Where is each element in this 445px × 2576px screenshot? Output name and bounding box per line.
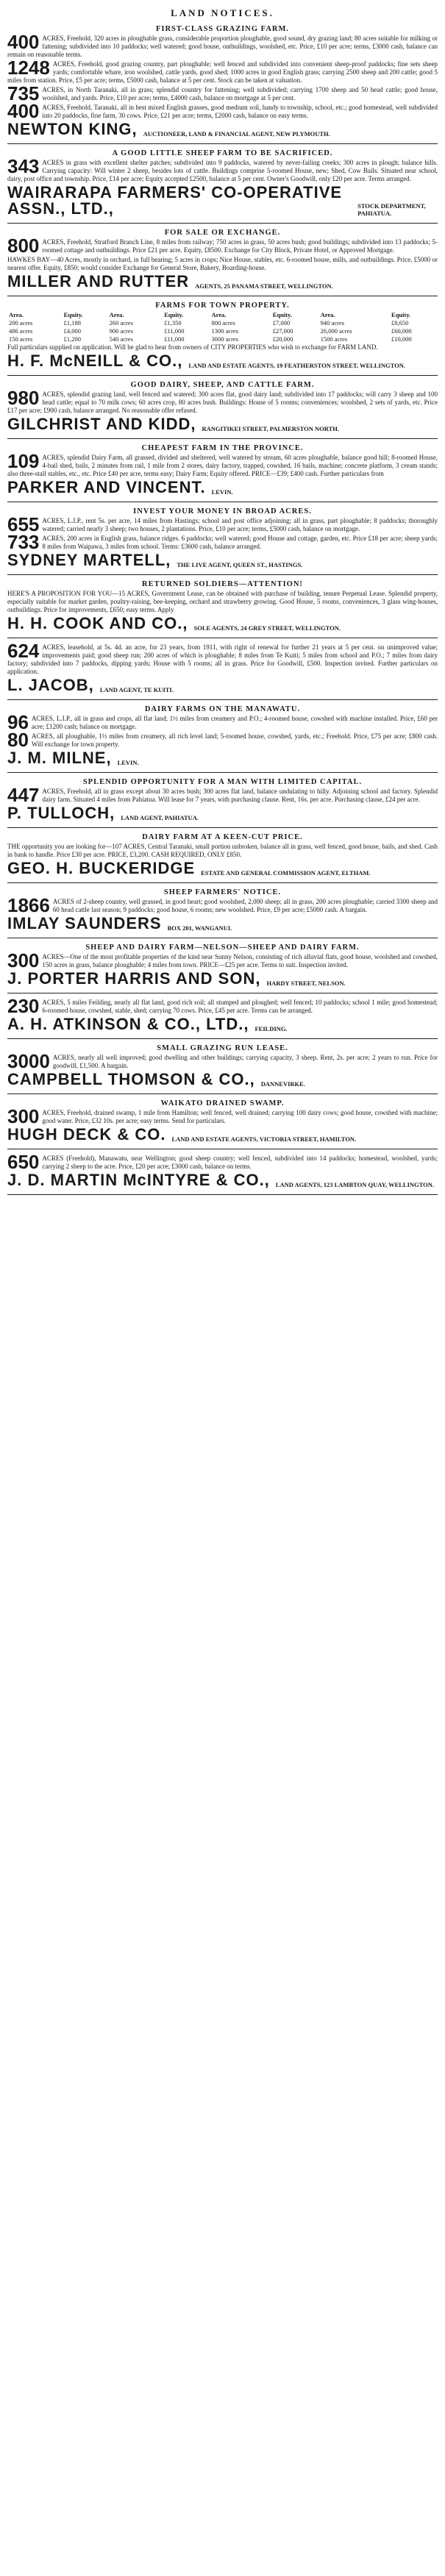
ads-column	[7, 24, 438, 1195]
equity-table-cell: Area.	[211, 311, 227, 318]
divider-rule	[7, 699, 438, 700]
equity-table-cell: 486 acres	[9, 327, 33, 335]
listing-block	[7, 711, 438, 733]
agent-address: AGENTS, 25 PANAMA STREET, WELLINGTON.	[195, 282, 333, 290]
listing-block	[7, 590, 438, 614]
agent-block	[7, 677, 438, 693]
listing-text: THE opportunity you are looking for—107 ACRES, Central Taranaki, small portion unbroken, balance all in grass, well fenced, good house, bails, and shed. Cash in bank to handle. Price £30 per acre. PRICE, £3,200. CASH REQUIRED, ONLY £850.	[7, 843, 438, 858]
acreage-number: 1866	[7, 894, 50, 916]
equity-table-cell: 1300 acres	[211, 327, 239, 335]
land-ad	[7, 1098, 438, 1145]
agent-block	[7, 1016, 438, 1032]
divider-rule	[7, 827, 438, 828]
listing-text: ACRES, nearly all well improved; good dwelling and other buildings; carrying capacity, 3 sheep. Rent, 2s. per acre; 2 years to run. Price for goodwill, £1,500. A bargain.	[52, 1054, 438, 1069]
agent-name: H. F. McNEILL & CO.,	[7, 352, 183, 370]
agent-address: THE LIVE AGENT, QUEEN ST., HASTINGS.	[177, 561, 303, 568]
land-ad	[7, 704, 438, 768]
listing-text: ACRES, Freehold, Stratford Branch Line, 8 miles from railway; 750 acres in grass, 50 acres bush; good buildings; subdivided into 13 paddocks; 5-roomed cottage and outbuildings. Price £21 per acre. Equity, £8500. Exchange for City Block, Private Hotel, or Approved Mortgage.	[42, 238, 438, 254]
listing-block	[7, 450, 438, 478]
listing-text: ACRES, all ploughable, 1½ miles from creamery, all rich level land; 5-roomed house, cowshed, yards, etc.; Freehold. Price, £75 per acre; £800 cash. Will exchange for town property.	[31, 732, 438, 748]
equity-table-cell: £11,000	[164, 335, 185, 343]
land-ad	[7, 506, 438, 571]
divider-rule	[7, 1194, 438, 1195]
equity-table-cell: £27,000	[272, 327, 293, 335]
listing-block	[7, 256, 438, 272]
agent-block	[7, 274, 438, 290]
equity-table-cell: 26,000 acres	[320, 327, 352, 335]
agent-block	[7, 1127, 438, 1143]
agent-name: J. PORTER HARRIS AND SON,	[7, 969, 261, 988]
agent-name: GILCHRIST AND KIDD,	[7, 415, 196, 433]
ad-heading: A GOOD LITTLE SHEEP FARM TO BE SACRIFICED.	[112, 149, 333, 157]
equity-table-cell: £7,000	[272, 319, 291, 327]
divider-rule	[7, 772, 438, 773]
agent-name: A. H. ATKINSON & CO., LTD.,	[7, 1015, 249, 1033]
ad-heading: FARMS FOR TOWN PROPERTY.	[155, 302, 290, 310]
acreage-number: 980	[7, 387, 40, 409]
listing-text: ACRES, 5 miles Feilding, nearly all flat land, good rich soil; all stumped and ploughed; well fenced; 10 paddocks; school 1 mile; good homestead; 6-roomed house, cowshed, stable, shed; carrying 70 cows. Price, £45 per acre. Terms can be arranged.	[42, 999, 438, 1014]
land-ad	[7, 777, 438, 824]
land-ad	[7, 379, 438, 435]
listing-text: HAWKES BAY—40 Acres, mostly in orchard, in full bearing; 5 acres in crops; Nice House, stables, etc. 6-roomed house, mills, and outbuildings. Price, £5000 or nearest offer. Equity, £850; would consider Exchange for General Store, Bakery, Boarding-house.	[7, 256, 438, 271]
listing-text: ACRES—One of the most profitable properties of the kind near Sunny Nelson, consisting of rich alluvial flats, good house, woolshed and cowshed, 150 acres in grass, balance ploughable; 4 miles from town. PRICE—£25 per acre. Terms to suit. Inspection invited.	[42, 953, 438, 968]
listing-block	[7, 949, 438, 971]
agent-block	[7, 916, 438, 932]
agent-block	[7, 552, 438, 568]
listing-text: ACRES, in North Taranaki, all in grass; splendid country for fattening; well subdivided; carrying 1700 sheep and 50 head cattle; good house, woolshed, and yards. Price, £10 per acre; terms, £4000 cash, balance on mortgage at 5 per cent.	[42, 86, 438, 101]
agent-address: LAND AND ESTATE AGENTS, 19 FEATHERSTON STREET, WELLINGTON.	[188, 362, 405, 369]
equity-table-cell: 540 acres	[109, 335, 133, 343]
agent-address: LEVIN.	[117, 759, 139, 766]
acreage-number: 1248	[7, 57, 50, 79]
equity-table-cell: 1500 acres	[320, 335, 348, 343]
equity-table-cell: Area.	[320, 311, 335, 318]
agent-address: LAND AGENTS, 123 LAMBTON QUAY, WELLINGTON.	[275, 1181, 435, 1188]
agent-name: J. D. MARTIN McINTYRE & CO.,	[7, 1171, 270, 1189]
equity-table-cell: £4,000	[63, 327, 81, 335]
listing-block	[7, 82, 438, 104]
listing-block	[7, 729, 438, 751]
listing-block	[7, 31, 438, 59]
agent-address: LAND AGENT, PAHIATUA.	[121, 814, 199, 821]
ad-heading: SPLENDID OPPORTUNITY FOR A MAN WITH LIMITED CAPITAL.	[82, 778, 363, 786]
equity-table-cell: 150 acres	[9, 335, 33, 343]
equity-table-cell: Area.	[109, 311, 124, 318]
listing-text: ACRES, splendid Dairy Farm, all grassed, divided and sheltered, well watered by stream, 60 acres ploughable, balance good hill; 8-roomed House, 4-bail shed, bails, 2 minutes from rail, 1 mile from 2 stores, dairy factory, trapped, cowshed, 16 bails, machine; concrete platform, 3 cream stands; also three-stall stables, etc., etc. Price £40 per acre, terms easy; Dairy Farm; Equity offered. PRICE—£39; £400 cash. Further particulars from	[7, 454, 438, 477]
equity-table-cell: £10,000	[391, 335, 412, 343]
land-ad	[7, 443, 438, 498]
listing-block	[7, 894, 438, 916]
agent-address: LEVIN.	[211, 488, 233, 496]
agent-name: P. TULLOCH,	[7, 804, 115, 822]
listing-text: ACRES, leasehold, at 5s. 4d. an acre, for 23 years, from 1911, with right of renewal for further 21 years at 5 per cent. on unimproved value; improvements paid; good sheep run; 200 acres of which is ploughable; 8 miles from Te Kuiti; 5 miles from school and P.O.; 7 miles from dairy factory; subdivided into 7 paddocks, dipping yards; House with 5 rooms; all in grass. Price for Goodwill, £500. Inspection invited. Further particulars on application.	[7, 643, 438, 675]
agent-address: STOCK DEPARTMENT, PAHIATUA.	[357, 202, 426, 217]
equity-table-cell: Equity.	[391, 311, 411, 318]
agent-block	[7, 860, 438, 877]
listing-block	[7, 531, 438, 553]
equity-table-row	[7, 319, 438, 327]
listing-block	[7, 784, 438, 806]
listing-block	[7, 235, 438, 257]
listing-block	[7, 995, 438, 1017]
acreage-number: 400	[7, 100, 40, 122]
land-ad	[7, 148, 438, 219]
ad-heading: DAIRY FARMS ON THE MANAWATU.	[144, 705, 301, 713]
agent-address: ESTATE AND GENERAL COMMISSION AGENT, ELTHAM.	[201, 869, 371, 877]
agent-address: FEILDING.	[254, 1025, 288, 1032]
listing-block	[7, 1151, 438, 1173]
agent-block	[7, 750, 438, 766]
ad-heading: CHEAPEST FARM IN THE PROVINCE.	[141, 444, 304, 452]
agent-name: NEWTON KING,	[7, 120, 138, 138]
agent-block	[7, 805, 438, 821]
land-ad	[7, 642, 438, 696]
land-ad	[7, 579, 438, 634]
listing-block	[7, 843, 438, 859]
equity-table-cell: Equity.	[164, 311, 184, 318]
listing-text: Full particulars supplied on application. Will be glad to hear from owners of CITY PROPERTIES who wish to exchange for FARM LAND.	[7, 343, 378, 351]
listing-text: ACRES, L.I.P., all in grass and crops, all flat land; 1½ miles from creamery and P.O.; 4-roomed house, cowshed with machine installed. Price, £60 per acre; £1200 cash; balance on mortgage.	[31, 715, 438, 730]
acreage-number: 655	[7, 513, 40, 535]
listing-block	[7, 640, 438, 676]
agent-address: SOLE AGENTS, 24 GREY STREET, WELLINGTON.	[193, 624, 341, 632]
equity-table-cell: Equity.	[272, 311, 292, 318]
equity-table-cell: 3000 acres	[211, 335, 239, 343]
agent-block	[7, 416, 438, 432]
land-ad	[7, 300, 438, 371]
agent-block	[7, 185, 438, 217]
agent-address: RANGITIKEI STREET, PALMERSTON NORTH.	[202, 425, 340, 432]
ad-heading: FOR SALE OR EXCHANGE.	[164, 229, 281, 237]
acreage-number: 300	[7, 1105, 40, 1127]
listing-block	[7, 1050, 438, 1072]
acreage-number: 447	[7, 784, 40, 806]
ad-heading: FIRST-CLASS GRAZING FARM.	[155, 25, 290, 33]
listing-text: ACRES, 200 acres in English grass, balance ridges. 6 paddocks; well watered; good House and cottage, garden, etc. Price £18 per acre; sheep yards; 8 miles from Waipawa, 3 miles from school. Terms: £3600 cash, balance arranged.	[42, 535, 438, 550]
masthead-title: LAND NOTICES.	[171, 7, 274, 18]
acreage-number: 624	[7, 640, 40, 662]
equity-table-cell: 260 acres	[109, 319, 133, 327]
land-ad	[7, 1153, 438, 1191]
land-notices-page	[7, 7, 438, 2561]
acreage-number: 400	[7, 31, 40, 53]
equity-table-cell: £1,188	[63, 319, 81, 327]
agent-name: CAMPBELL THOMSON & CO.,	[7, 1070, 255, 1088]
listing-block	[7, 155, 438, 183]
divider-rule	[7, 1093, 438, 1094]
divider-rule	[7, 143, 438, 144]
equity-table-cell: 800 acres	[211, 319, 235, 327]
acreage-number: 650	[7, 1151, 40, 1173]
acreage-number: 96	[7, 711, 29, 733]
agent-name: IMLAY SAUNDERS	[7, 914, 162, 932]
agent-address: HARDY STREET, NELSON.	[266, 980, 346, 987]
equity-table-cell: 200 acres	[9, 319, 33, 327]
listing-text: ACRES, L.I.P., rent 5s. per acre, 14 miles from Hastings; school and post office adjoining; all in grass, part ploughable; 8 paddocks; thoroughly watered; carried nearly 3 sheep; two houses, 2 plantations. Price, £10 per acre; terms, £5000 cash, balance on mortgage.	[42, 517, 438, 532]
equity-table-cell: £8,650	[391, 319, 409, 327]
listing-text: ACRES (Freehold), Manawatu, near Wellington; good sheep country; well fenced, subdivided into 14 paddocks; homestead, woolshed, yards; carrying 2 sheep to the acre. Price, £20 per acre; £3000 cash, balance on terms.	[42, 1155, 438, 1170]
land-ad	[7, 887, 438, 934]
equity-table-cell: £20,000	[272, 335, 293, 343]
listing-text: ACRES, Freehold, all in grass except about 30 acres bush; 300 acres flat land, balance undulating to hilly. Adjoining school and factory. Splendid dairy farm. Situated 4 miles from Pahiatua. Will lease for 7 years, with purchasing clause. Rent, 16s. per acre. Purchasing clause, £24 per acre.	[42, 788, 438, 803]
agent-block	[7, 121, 438, 138]
equity-table-row	[7, 335, 438, 343]
acreage-number: 230	[7, 995, 40, 1017]
listing-text: ACRES, Freehold, 320 acres in ploughable grass, considerable proportion ploughable, good sound, dry grazing land; 80 acres suitable for milking or fattening; subdivided into 10 paddocks; well watered; good house, outbuildings, woolshed, etc. Price, £10 per acre; terms, £3000 cash, balance can remain on reasonable terms.	[7, 35, 438, 58]
equity-table-cell: 900 acres	[109, 327, 133, 335]
agent-address: AUCTIONEER, LAND & FINANCIAL AGENT, NEW PLYMOUTH.	[143, 130, 330, 138]
acreage-number: 80	[7, 729, 29, 751]
agent-name: L. JACOB,	[7, 676, 94, 694]
acreage-number: 300	[7, 949, 40, 971]
listing-text: ACRES, Freehold, Taranaki, all in best mixed English grasses, good medium soil, handy to township, school, etc.; good homestead, well subdivided into 20 paddocks, fine farm, 30 cows. Price, £21 per acre; terms, £2000 cash, balance on easy terms.	[42, 104, 438, 119]
acreage-number: 109	[7, 450, 40, 472]
listing-text: HERE'S A PROPOSITION FOR YOU—15 ACRES, Government Lease, can be obtained with purchase of building, tenure Perpetual Lease. Splendid property, especially suitable for market garden, poultry-raising, bee-keeping, orchard and strawberry growing. Good House, 5 rooms, conveniences, 3 glass wing-houses, outbuildings. Price for improvements, £650; easy terms. Apply	[7, 590, 438, 613]
listing-block	[7, 100, 438, 122]
equity-table	[7, 311, 438, 343]
equity-table-cell: £11,000	[164, 327, 185, 335]
agent-address: BOX 201, WANGANUI.	[167, 924, 232, 932]
listing-block	[7, 387, 438, 415]
equity-table-cell: Equity.	[63, 311, 83, 318]
ad-heading: SMALL GRAZING RUN LEASE.	[157, 1044, 288, 1052]
equity-table-cell: 940 acres	[320, 319, 344, 327]
land-ad	[7, 227, 438, 292]
acreage-number: 343	[7, 155, 40, 177]
agent-block	[7, 1172, 438, 1188]
acreage-number: 800	[7, 235, 40, 257]
divider-rule	[7, 1038, 438, 1039]
listing-text: ACRES, Freehold, drained swamp, 1 mile from Hamilton; well fenced, well drained; carrying 100 dairy cows; good house, cowshed with machine; good water. Price, £32 10s. per acre; easy terms. Send for particulars.	[42, 1109, 438, 1124]
agent-address: DANNEVIRKE.	[260, 1080, 305, 1088]
land-ad	[7, 1043, 438, 1090]
agent-address: LAND AGENT, TE KUITI.	[99, 686, 174, 693]
listing-text: ACRES in grass with excellent shelter patches; subdivided into 9 paddocks, watered by never-failing creeks; 300 acres in plough; balance hills. Carrying capacity: Will winter 2 sheep, besides lots of cattle. Buildings comprise 5-roomed House, new; Shed, Cow Bails. Situated near school, dairy, post office and township. Price, £14 per acre; Equity accepted £2500, balance at 5 per cent. Owner's Goodwill, only £20 per acre. Terms arranged.	[7, 159, 438, 182]
acreage-number: 735	[7, 82, 40, 104]
equity-table-cell: £1,350	[164, 319, 182, 327]
agent-name: HUGH DECK & CO.	[7, 1125, 166, 1143]
equity-table-row	[7, 311, 438, 319]
equity-table-cell: Area.	[9, 311, 24, 318]
ad-heading: RETURNED SOLDIERS—ATTENTION!	[142, 580, 303, 588]
agent-name: PARKER AND VINCENT.	[7, 478, 206, 496]
divider-rule	[7, 223, 438, 224]
ad-heading: SHEEP FARMERS' NOTICE.	[163, 888, 282, 896]
divider-rule	[7, 375, 438, 376]
agent-block	[7, 1071, 438, 1088]
agent-name: GEO. H. BUCKERIDGE	[7, 859, 196, 877]
listing-block	[7, 343, 438, 352]
listing-block	[7, 1105, 438, 1127]
acreage-number: 3000	[7, 1050, 50, 1072]
divider-rule	[7, 882, 438, 883]
land-ad	[7, 24, 438, 140]
agent-name: SYDNEY MARTELL,	[7, 551, 171, 569]
ad-heading: WAIKATO DRAINED SWAMP.	[160, 1099, 285, 1107]
agent-name: MILLER AND RUTTER	[7, 272, 190, 290]
listing-block	[7, 513, 438, 535]
ad-heading: GOOD DAIRY, SHEEP, AND CATTLE FARM.	[130, 381, 315, 389]
agent-address: LAND AND ESTATE AGENTS, VICTORIA STREET, HAMILTON.	[171, 1135, 357, 1143]
agent-block	[7, 971, 438, 987]
agent-block	[7, 353, 438, 369]
equity-table-row	[7, 327, 438, 335]
divider-rule	[7, 574, 438, 575]
listing-block	[7, 57, 438, 85]
divider-rule	[7, 438, 438, 439]
agent-name: H. H. COOK AND CO.,	[7, 614, 188, 632]
ad-heading: SHEEP AND DAIRY FARM—NELSON—SHEEP AND DAIRY FARM.	[85, 943, 360, 952]
listing-text: ACRES, Freehold, good grazing country, part ploughable; well fenced and subdivided into convenient sheep-proof paddocks; fine sets sheep yards; comfortable whare, iron woolshed, cattle yards, good shed; 1000 acres in good English grass; carrying 2500 sheep and 200 cattle; good 5 miles from station. Price, £5 per acre; terms, £5000 cash, balance at 5 per cent. Stock can be taken at valuation.	[7, 60, 438, 84]
ad-heading: INVEST YOUR MONEY IN BROAD ACRES.	[133, 507, 312, 515]
agent-block	[7, 479, 438, 496]
acreage-number: 733	[7, 531, 40, 553]
agent-name: J. M. MILNE,	[7, 749, 112, 767]
listing-text: ACRES of 2-sheep country, well grassed, in good heart; good woolshed, 2,000 sheep; all in grass, 200 acres ploughable; carried 3300 sheep and 60 head cattle last season; 9 paddocks; good house, 6 rooms; new woolshed. Price, £9 per acre; £5000 cash. A bargain.	[52, 898, 438, 913]
equity-table-cell: £1,200	[63, 335, 81, 343]
land-ad	[7, 997, 438, 1035]
listing-text: ACRES, splendid grazing land, well fenced and watered; 300 acres flat, good dairy land; subdivided into 17 paddocks; will carry 3 sheep and 100 head cattle; equal to 70 milk cows; 60 acres crop, 80 acres bush. Buildings: House of 5 rooms; conveniences; woolshed, 2 sets of yards, etc. Price £17 per acre; £900 cash, balance arranged. No reasonable offer refused.	[7, 390, 438, 414]
ad-heading: DAIRY FARM AT A KEEN-CUT PRICE.	[142, 833, 303, 841]
agent-block	[7, 616, 438, 632]
agent-name: WAIRARAPA FARMERS' CO-OPERATIVE ASSN., LTD.,	[7, 183, 343, 218]
land-ad	[7, 832, 438, 879]
land-ad	[7, 942, 438, 989]
equity-table-cell: £60,000	[391, 327, 412, 335]
